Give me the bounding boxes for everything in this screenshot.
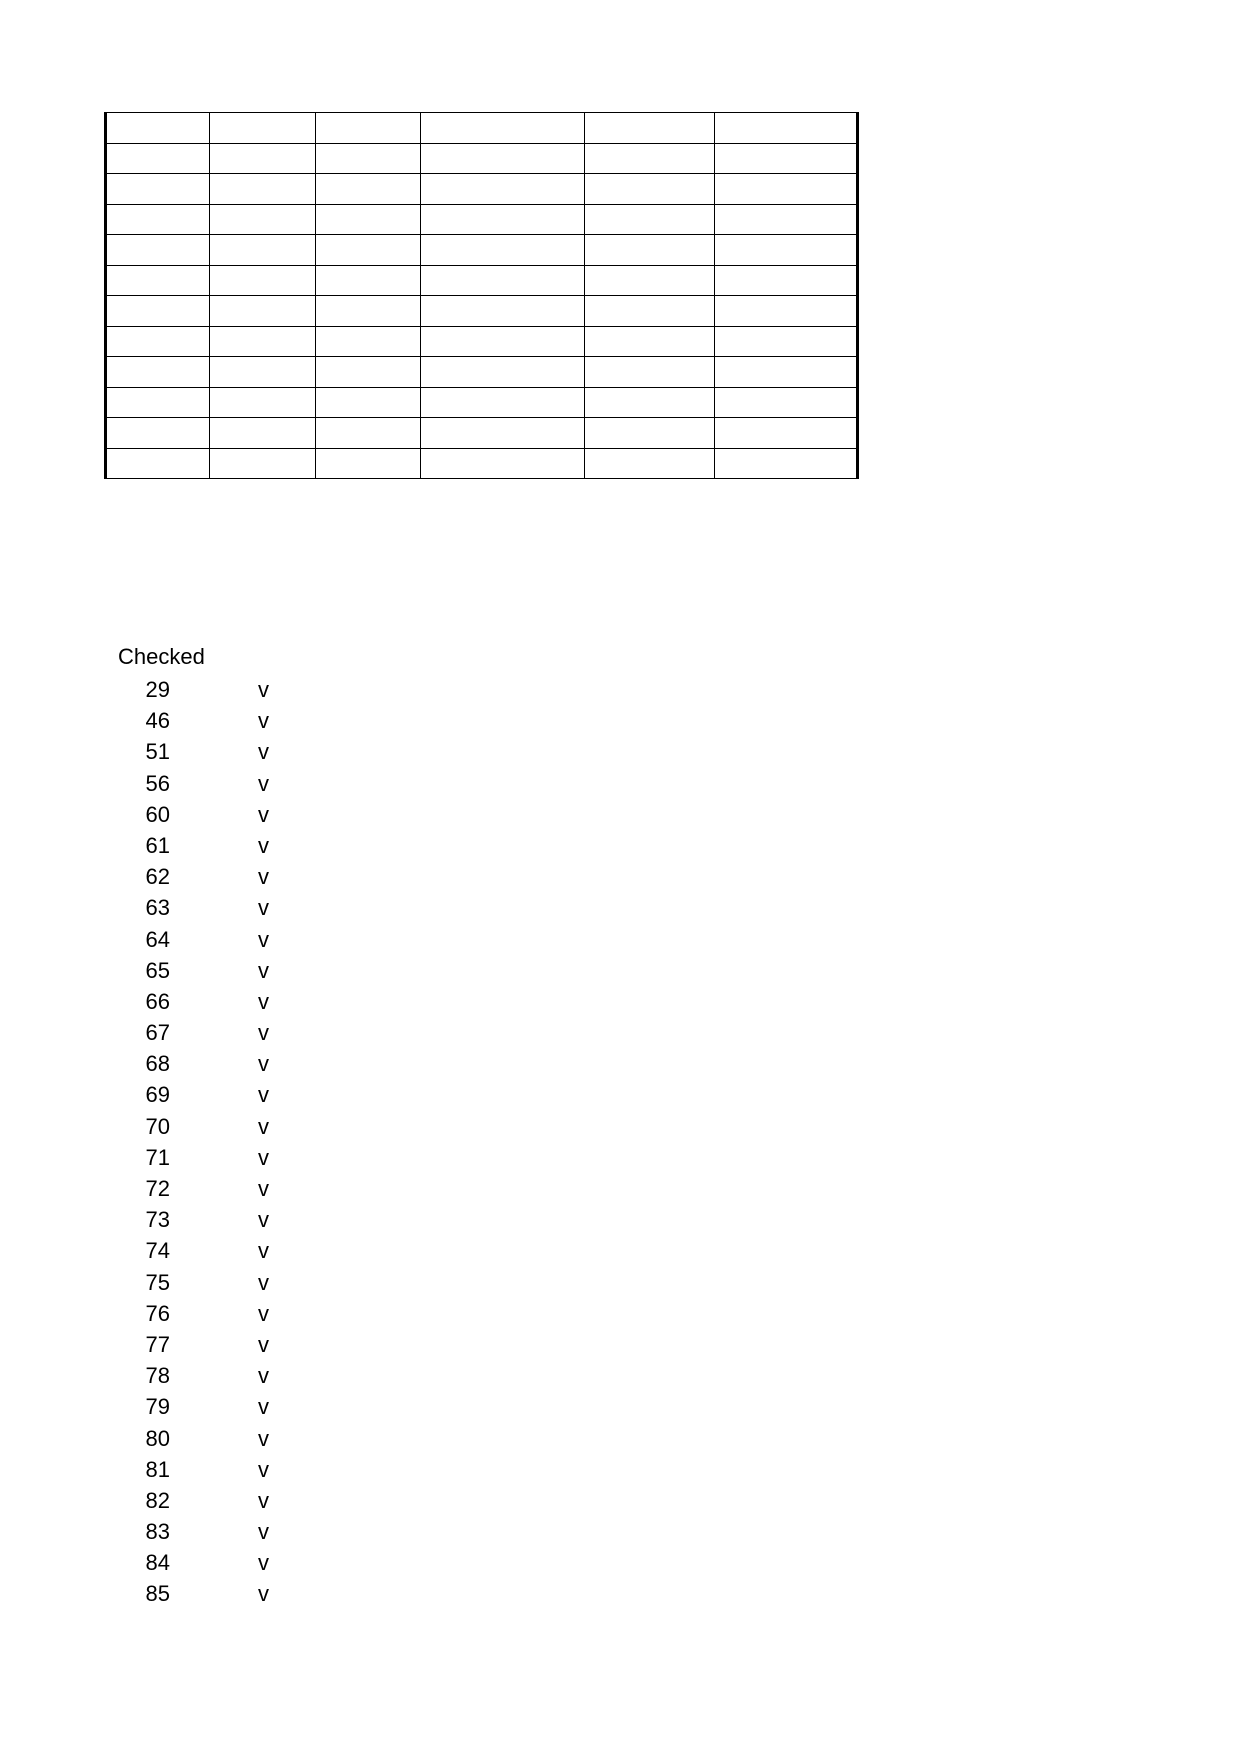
grid-cell — [316, 387, 421, 418]
list-item — [118, 1454, 318, 1485]
grid-cell — [210, 113, 316, 144]
grid-cell — [421, 448, 585, 479]
grid-cell — [421, 387, 585, 418]
item-number: 69 — [145, 1082, 170, 1108]
list-item — [118, 1173, 318, 1204]
grid-row — [106, 448, 858, 479]
grid-cell — [585, 418, 715, 449]
grid-row — [106, 357, 858, 388]
item-check-mark: v — [258, 677, 269, 702]
item-number: 70 — [145, 1113, 170, 1139]
grid-row — [106, 387, 858, 418]
grid-cell — [210, 326, 316, 357]
list-item — [118, 768, 318, 799]
list-item — [118, 1423, 318, 1454]
list-item — [118, 1360, 318, 1391]
grid-cell — [316, 265, 421, 296]
item-check-mark: v — [258, 1519, 269, 1545]
grid-cell — [316, 204, 421, 235]
list-item — [118, 1048, 318, 1079]
grid-cell — [210, 265, 316, 296]
grid-cell — [715, 387, 858, 418]
item-check-mark: v — [258, 1581, 269, 1607]
item-check-mark: v — [258, 1300, 269, 1326]
item-check-mark: v — [258, 1113, 269, 1139]
grid-cell — [106, 296, 210, 327]
list-item — [118, 1547, 318, 1578]
grid-cell — [106, 418, 210, 449]
item-number: 76 — [145, 1300, 170, 1326]
empty-grid-table — [104, 112, 859, 479]
grid-cell — [106, 235, 210, 266]
grid-cell — [210, 418, 316, 449]
grid-cell — [585, 448, 715, 479]
item-number: 65 — [145, 957, 170, 983]
list-item — [118, 1485, 318, 1516]
list-item — [118, 1329, 318, 1360]
item-check-mark: v — [258, 1207, 269, 1233]
grid-row — [106, 113, 858, 144]
item-number: 63 — [145, 895, 170, 921]
item-number: 72 — [145, 1176, 170, 1201]
item-check-mark: v — [258, 1082, 269, 1108]
grid-cell — [715, 235, 858, 266]
grid-cell — [421, 113, 585, 144]
item-number: 78 — [145, 1363, 170, 1389]
grid-cell — [210, 448, 316, 479]
item-check-mark: v — [258, 1363, 269, 1389]
item-number: 66 — [145, 988, 170, 1014]
grid-cell — [421, 265, 585, 296]
item-check-mark: v — [258, 801, 269, 827]
grid-cell — [210, 387, 316, 418]
grid-cell — [421, 174, 585, 205]
item-check-mark: v — [258, 1487, 269, 1513]
grid-cell — [421, 296, 585, 327]
item-number: 82 — [145, 1487, 170, 1513]
grid-row — [106, 418, 858, 449]
item-number: 51 — [145, 739, 170, 765]
grid-cell — [715, 265, 858, 296]
grid-row — [106, 326, 858, 357]
list-item — [118, 1204, 318, 1235]
grid-cell — [585, 357, 715, 388]
item-number: 60 — [145, 801, 170, 827]
list-item — [118, 986, 318, 1017]
grid-row — [106, 296, 858, 327]
item-number: 74 — [145, 1238, 170, 1264]
grid-cell — [210, 296, 316, 327]
grid-cell — [106, 448, 210, 479]
item-check-mark: v — [258, 1269, 269, 1295]
grid-cell — [316, 418, 421, 449]
grid-cell — [585, 326, 715, 357]
grid-cell — [210, 204, 316, 235]
list-item — [118, 736, 318, 767]
list-item — [118, 1111, 318, 1142]
item-check-mark: v — [258, 1331, 269, 1357]
item-number: 61 — [145, 832, 170, 858]
list-item — [118, 1079, 318, 1110]
grid-cell — [585, 235, 715, 266]
list-item — [118, 1298, 318, 1329]
grid-cell — [106, 357, 210, 388]
list-item — [118, 1391, 318, 1422]
item-number: 64 — [145, 926, 170, 952]
list-item — [118, 1235, 318, 1266]
list-item — [118, 924, 318, 955]
grid-cell — [421, 357, 585, 388]
grid-cell — [210, 143, 316, 174]
grid-cell — [421, 235, 585, 266]
list-item — [118, 955, 318, 986]
grid-row — [106, 235, 858, 266]
item-check-mark: v — [258, 1456, 269, 1482]
list-item — [118, 1578, 318, 1609]
grid-cell — [421, 143, 585, 174]
checked-header: Checked — [118, 644, 205, 669]
item-check-mark: v — [258, 1176, 269, 1201]
grid-cell — [316, 357, 421, 388]
item-number: 83 — [145, 1519, 170, 1545]
grid-cell — [585, 143, 715, 174]
grid-cell — [106, 113, 210, 144]
grid-cell — [715, 418, 858, 449]
item-check-mark: v — [258, 1051, 269, 1077]
grid-row — [106, 204, 858, 235]
item-check-mark: v — [258, 832, 269, 858]
grid-cell — [316, 235, 421, 266]
grid-cell — [316, 143, 421, 174]
grid-cell — [106, 265, 210, 296]
grid-cell — [715, 143, 858, 174]
grid-body — [106, 113, 858, 479]
list-item — [118, 861, 318, 892]
item-check-mark: v — [258, 739, 269, 765]
item-number: 67 — [145, 1020, 170, 1046]
grid-cell — [316, 296, 421, 327]
grid-cell — [316, 326, 421, 357]
grid-cell — [316, 448, 421, 479]
grid-cell — [421, 418, 585, 449]
item-number: 62 — [145, 864, 170, 890]
grid-cell — [106, 174, 210, 205]
item-check-mark: v — [258, 1020, 269, 1046]
grid-cell — [210, 357, 316, 388]
grid-cell — [421, 204, 585, 235]
item-check-mark: v — [258, 1144, 269, 1170]
grid-cell — [210, 235, 316, 266]
grid-cell — [715, 174, 858, 205]
item-number: 75 — [145, 1269, 170, 1295]
grid-cell — [585, 296, 715, 327]
grid-cell — [106, 326, 210, 357]
item-number: 73 — [145, 1207, 170, 1233]
item-check-mark: v — [258, 926, 269, 952]
grid-cell — [715, 204, 858, 235]
item-check-mark: v — [258, 1394, 269, 1420]
grid-cell — [715, 326, 858, 357]
list-item — [118, 1267, 318, 1298]
item-check-mark: v — [258, 1238, 269, 1264]
grid-cell — [316, 113, 421, 144]
list-item — [118, 1017, 318, 1048]
item-number: 81 — [145, 1456, 170, 1482]
grid-cell — [715, 296, 858, 327]
grid-cell — [421, 326, 585, 357]
item-number: 46 — [145, 708, 170, 734]
grid-cell — [715, 357, 858, 388]
list-item — [118, 892, 318, 923]
grid-row — [106, 174, 858, 205]
item-check-mark: v — [258, 1550, 269, 1576]
item-check-mark: v — [258, 770, 269, 796]
item-check-mark: v — [258, 1425, 269, 1451]
grid-row — [106, 265, 858, 296]
item-check-mark: v — [258, 895, 269, 921]
list-item — [118, 830, 318, 861]
grid-cell — [106, 204, 210, 235]
item-number: 68 — [145, 1051, 170, 1077]
grid-cell — [585, 204, 715, 235]
grid-cell — [316, 174, 421, 205]
grid-cell — [715, 448, 858, 479]
item-number: 79 — [145, 1394, 170, 1420]
grid-cell — [585, 387, 715, 418]
item-number: 29 — [145, 677, 170, 702]
grid-cell — [585, 265, 715, 296]
item-number: 71 — [145, 1144, 170, 1170]
grid-cell — [585, 113, 715, 144]
item-check-mark: v — [258, 708, 269, 734]
item-number: 77 — [145, 1331, 170, 1357]
list-item — [118, 674, 318, 705]
grid-cell — [106, 387, 210, 418]
grid-cell — [585, 174, 715, 205]
item-number: 56 — [145, 770, 170, 796]
list-item — [118, 1516, 318, 1547]
item-check-mark: v — [258, 864, 269, 890]
grid-cell — [106, 143, 210, 174]
list-item — [118, 799, 318, 830]
item-check-mark: v — [258, 957, 269, 983]
item-check-mark: v — [258, 988, 269, 1014]
grid-row — [106, 143, 858, 174]
item-number: 84 — [145, 1550, 170, 1576]
item-number: 80 — [145, 1425, 170, 1451]
checked-list — [118, 674, 318, 1610]
list-item — [118, 705, 318, 736]
grid-cell — [715, 113, 858, 144]
grid-cell — [210, 174, 316, 205]
item-number: 85 — [145, 1581, 170, 1607]
list-item — [118, 1142, 318, 1173]
